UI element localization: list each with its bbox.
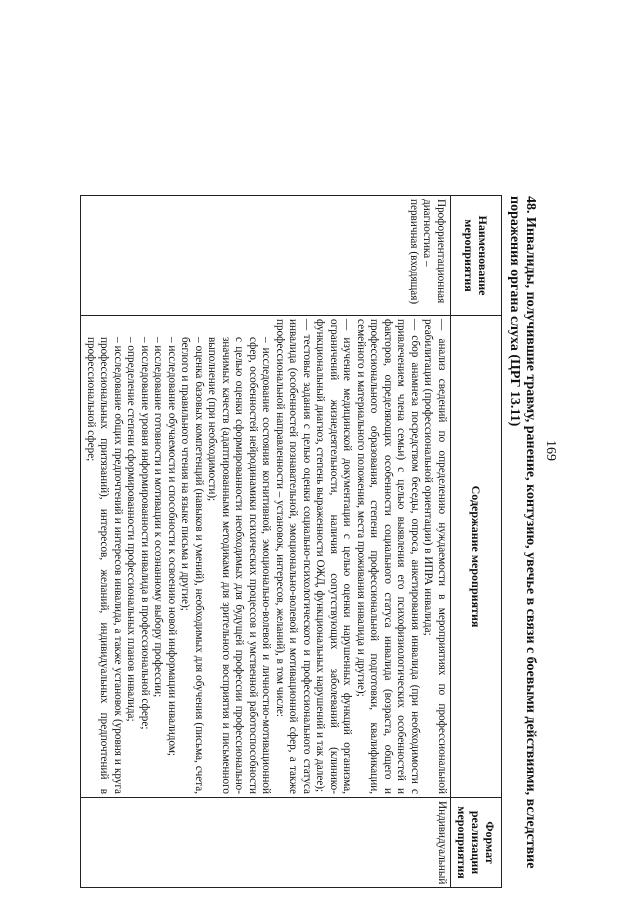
content-item: — изучение медицинской документации с целью оценки нарушенных функций организма, ограничений жизнедеятельности, наличия сопутствующих заболеваний (клинико-функциональный диагноз, степень выраженности ОЖД, функциональных нарушений и так далее);: [314, 319, 354, 794]
content-subitem: – исследование обучаемости и способности к освоению новой информации инвалидом;: [166, 337, 178, 757]
content-subitem: – определение степени сформированности профессиональных планов инвалида;: [125, 337, 138, 722]
content-subitem: – исследование состояния когнитивной, эмоционально-волевой и личностно-мотивационной сфер, особенностей нейродинамики психических процессов и умственной работоспособности с целью оценки сформированности необходимых для будущей профессии профессионально-значимых качеств (адаптированными методиками для зрительного восприятия и письменного выполнение (при необходимости);: [206, 337, 273, 794]
page-number: 169: [543, 440, 558, 461]
header-format: Формат реализации мероприятия: [451, 798, 502, 888]
content-subitem: – оценка базовых компетенций (навыков и умений), необходимых для обучения (письма, счета, беглого и правильного чтения на языке письма и другие);: [179, 337, 205, 794]
content-item: — анализ сведений по определению нуждаемости в мероприятиях по профессиональной реабилитации (профессиональной ориентации) в ИПРА инвалида;: [422, 319, 448, 794]
content-subitem: – исследование готовности и мотивации к осознанному выбору профессии;: [152, 337, 165, 698]
content-subitem: – исследование общих предпочтений и интересов инвалида, а также установок (уровня и круга профессиональных притязаний), интересов, желаний, индивидуальных предпочтений в профессиональной сфере;: [85, 337, 124, 794]
activity-content: [81, 316, 451, 798]
activity-table: [81, 195, 503, 888]
content-item: — тестовые задания с целью оценки социально-психологического и профессионального статуса инвалида (особенностей познавательной, эмоционально-волевой и мотивационной сфер, а также профессиональной направленности – установок, интересов, желаний), в том числе:: [274, 319, 313, 794]
table-header-row: [451, 196, 502, 888]
header-name: Наименование мероприятия: [451, 196, 502, 316]
content-subitem: – исследование уровня информированности инвалида в профессиональной сфере;: [139, 337, 151, 730]
section-title: 48. Инвалиды, получившие травму, ранение, контузию, увечье в связи с боевыми действиями, вследствие поражения органа слуха (ЦРГ 13.11): [507, 196, 538, 869]
header-content: Содержание мероприятия: [451, 316, 502, 798]
activity-format: Индивидуальный: [81, 798, 451, 888]
table-row: [81, 196, 451, 888]
activity-name: Профориентационная диагностика – первичная (входящая): [81, 196, 451, 316]
content-item: — сбор анамнеза посредством беседы, опроса, анкетирования инвалида (при необходимости с привлечением члена семьи) с целью выявления его психофизиологических особенностей и факторов, определяющих особенности социального статуса инвалида (возраста, общего и профессионального образования, степени профессиональной подготовки, квалификации, семейного и материального положения, места проживания инвалида и другие);: [355, 319, 421, 794]
